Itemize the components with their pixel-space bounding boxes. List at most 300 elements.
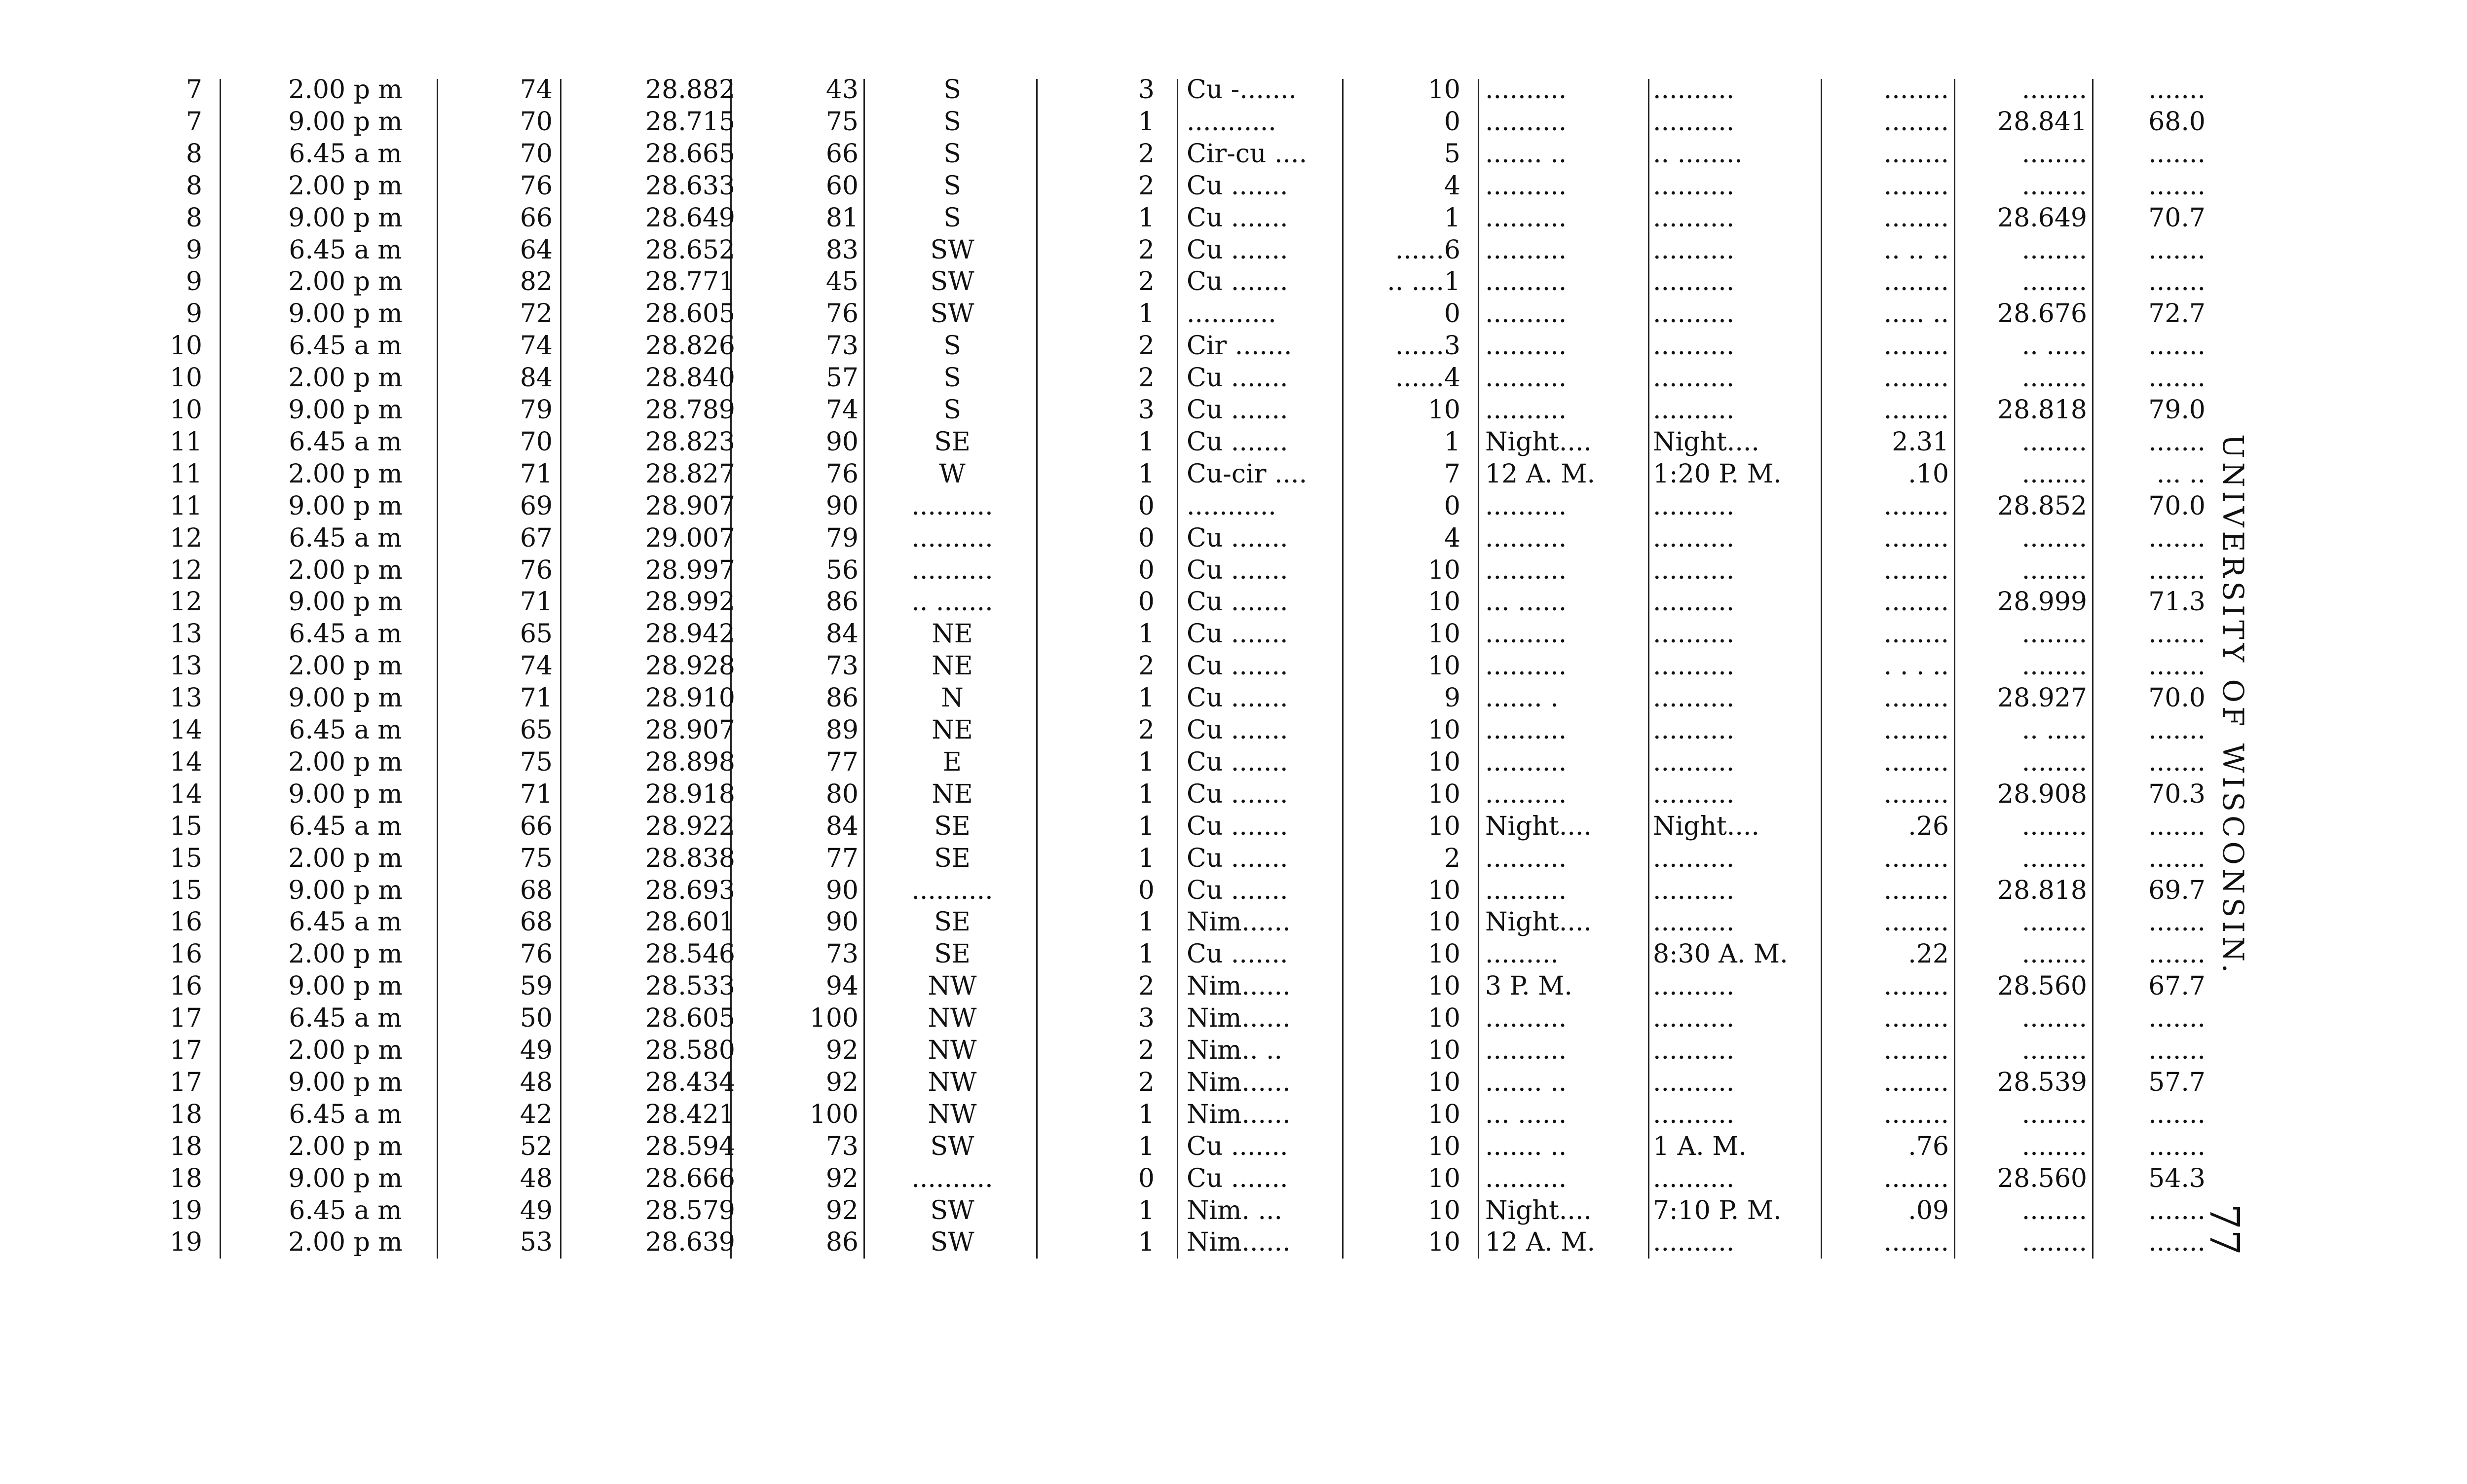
rain-ended-cell: .......... (1653, 1227, 1735, 1258)
daily-barometer-cell: .. ..... (2021, 331, 2087, 361)
time-cell: 2.00 p m (288, 747, 403, 777)
cloud-kind-cell: Cu ....... (1187, 683, 1288, 713)
cloud-kind-cell: Cu ....... (1187, 523, 1288, 553)
rain-amount-cell: . . . .. (1883, 651, 1949, 681)
rain-began-cell: ... ...... (1485, 587, 1567, 617)
time-cell: 9.00 p m (288, 203, 403, 233)
daily-barometer-cell: ........ (2021, 1099, 2087, 1129)
cloud-kind-cell: Cu-cir .... (1187, 459, 1308, 489)
day-cell: 16 (169, 971, 202, 1002)
rain-began-cell: .......... (1485, 619, 1567, 649)
barometer-cell: 28.910 (645, 683, 735, 713)
column-rule (2092, 79, 2093, 1259)
running-head: UNIVERSITY OF WISCONSIN. (2216, 434, 2250, 977)
rain-amount-cell: ........ (1883, 587, 1949, 617)
cloud-amount-cell: ......4 (1395, 363, 1460, 393)
rain-began-cell: .......... (1485, 715, 1567, 745)
cloud-amount-cell: 10 (1427, 75, 1460, 105)
humidity-cell: 60 (825, 171, 859, 201)
rain-amount-cell: ........ (1883, 1067, 1949, 1097)
barometer-cell: 28.533 (645, 971, 735, 1002)
column-rule (1478, 79, 1479, 1259)
daily-barometer-cell: 28.539 (1997, 1067, 2087, 1097)
rain-amount-cell: 2.31 (1892, 427, 1949, 457)
column-rule (560, 79, 561, 1259)
wind-direction-cell: SE (934, 939, 971, 969)
wind-direction-cell: S (943, 395, 961, 425)
time-cell: 9.00 p m (288, 875, 403, 905)
time-cell: 6.45 a m (289, 331, 402, 361)
daily-barometer-cell: ........ (2021, 651, 2087, 681)
humidity-cell: 45 (825, 267, 859, 297)
temperature-cell: 66 (520, 811, 553, 841)
daily-barometer-cell: ........ (2021, 555, 2087, 585)
rain-amount-cell: ........ (1883, 683, 1949, 713)
temperature-cell: 82 (520, 267, 553, 297)
humidity-cell: 84 (825, 619, 859, 649)
barometer-cell: 28.898 (645, 747, 735, 777)
rain-ended-cell: .......... (1653, 875, 1735, 905)
time-cell: 2.00 p m (288, 267, 403, 297)
daily-barometer-cell: ........ (2021, 939, 2087, 969)
cloud-kind-cell: Cu ....... (1187, 811, 1288, 841)
barometer-cell: 28.666 (645, 1163, 735, 1193)
day-cell: 10 (169, 331, 202, 361)
wind-direction-cell: NE (932, 779, 973, 809)
humidity-cell: 92 (825, 1036, 859, 1065)
wind-direction-cell: SW (930, 1195, 974, 1225)
cloud-kind-cell: Cu ....... (1187, 171, 1288, 201)
wind-force-cell: 0 (1138, 875, 1155, 905)
cloud-kind-cell: ........... (1187, 299, 1276, 329)
daily-temperature-cell: ....... (2148, 267, 2205, 297)
wind-force-cell: 1 (1138, 811, 1155, 841)
cloud-amount-cell: 10 (1427, 1227, 1460, 1258)
temperature-cell: 50 (520, 1003, 553, 1034)
time-cell: 9.00 p m (288, 779, 403, 809)
temperature-cell: 71 (520, 459, 553, 489)
cloud-amount-cell: 10 (1427, 1036, 1460, 1065)
cloud-amount-cell: 0 (1444, 107, 1460, 137)
temperature-cell: 74 (520, 651, 553, 681)
wind-direction-cell: SW (930, 267, 974, 297)
cloud-amount-cell: 5 (1444, 139, 1460, 169)
barometer-cell: 28.838 (645, 843, 735, 873)
daily-temperature-cell: ....... (2148, 331, 2205, 361)
rain-ended-cell: Night.... (1653, 427, 1759, 457)
cloud-kind-cell: Cu ....... (1187, 779, 1288, 809)
column-rule (863, 79, 865, 1259)
humidity-cell: 92 (825, 1195, 859, 1225)
rain-began-cell: .......... (1485, 843, 1567, 873)
rain-amount-cell: ........ (1883, 107, 1949, 137)
cloud-kind-cell: Cu ....... (1187, 395, 1288, 425)
wind-force-cell: 1 (1138, 779, 1155, 809)
cloud-amount-cell: ......6 (1395, 235, 1460, 265)
rain-amount-cell: ..... .. (1883, 299, 1949, 329)
wind-force-cell: 1 (1138, 427, 1155, 457)
rain-ended-cell: .......... (1653, 1163, 1735, 1193)
wind-force-cell: 1 (1138, 459, 1155, 489)
cloud-kind-cell: Cu ....... (1187, 1131, 1288, 1161)
rain-ended-cell: .......... (1653, 203, 1735, 233)
wind-direction-cell: .......... (911, 491, 993, 521)
barometer-cell: 29.007 (645, 523, 735, 553)
rain-ended-cell: .......... (1653, 555, 1735, 585)
rain-began-cell: 12 A. M. (1485, 459, 1596, 489)
cloud-amount-cell: 2 (1444, 843, 1460, 873)
rain-amount-cell: ........ (1883, 1163, 1949, 1193)
time-cell: 2.00 p m (288, 1227, 403, 1258)
barometer-cell: 28.771 (645, 267, 735, 297)
day-cell: 15 (169, 811, 202, 841)
humidity-cell: 73 (825, 1131, 859, 1161)
humidity-cell: 73 (825, 939, 859, 969)
rain-ended-cell: .......... (1653, 491, 1735, 521)
rain-began-cell: .......... (1485, 107, 1567, 137)
humidity-cell: 80 (825, 779, 859, 809)
day-cell: 8 (186, 139, 202, 169)
cloud-kind-cell: Cu ....... (1187, 555, 1288, 585)
cloud-amount-cell: 10 (1427, 779, 1460, 809)
rain-ended-cell: .......... (1653, 363, 1735, 393)
daily-barometer-cell: ........ (2021, 523, 2087, 553)
humidity-cell: 73 (825, 331, 859, 361)
cloud-kind-cell: Cir-cu .... (1187, 139, 1308, 169)
barometer-cell: 28.594 (645, 1131, 735, 1161)
wind-force-cell: 1 (1138, 1195, 1155, 1225)
temperature-cell: 59 (520, 971, 553, 1002)
daily-temperature-cell: ....... (2148, 555, 2205, 585)
wind-direction-cell: NE (932, 651, 973, 681)
cloud-kind-cell: Nim...... (1187, 1099, 1291, 1129)
humidity-cell: 86 (825, 1227, 859, 1258)
time-cell: 9.00 p m (288, 1163, 403, 1193)
time-cell: 6.45 a m (289, 427, 402, 457)
cloud-kind-cell: Cu ....... (1187, 619, 1288, 649)
cloud-kind-cell: Cu ....... (1187, 203, 1288, 233)
wind-force-cell: 3 (1138, 1003, 1155, 1034)
wind-direction-cell: N (941, 683, 964, 713)
cloud-amount-cell: 10 (1427, 747, 1460, 777)
barometer-cell: 28.649 (645, 203, 735, 233)
rain-began-cell: ....... .. (1485, 1131, 1567, 1161)
daily-temperature-cell: ....... (2148, 75, 2205, 105)
wind-direction-cell: W (939, 459, 966, 489)
barometer-cell: 28.840 (645, 363, 735, 393)
wind-force-cell: 1 (1138, 1131, 1155, 1161)
wind-force-cell: 1 (1138, 619, 1155, 649)
daily-temperature-cell: 70.0 (2148, 491, 2205, 521)
time-cell: 9.00 p m (288, 1067, 403, 1097)
temperature-cell: 72 (520, 299, 553, 329)
day-cell: 14 (169, 779, 202, 809)
wind-force-cell: 1 (1138, 203, 1155, 233)
humidity-cell: 76 (825, 459, 859, 489)
daily-barometer-cell: ........ (2021, 1131, 2087, 1161)
daily-barometer-cell: ........ (2021, 811, 2087, 841)
cloud-kind-cell: Nim. ... (1187, 1195, 1283, 1225)
humidity-cell: 90 (825, 875, 859, 905)
barometer-cell: 28.907 (645, 715, 735, 745)
humidity-cell: 100 (809, 1099, 859, 1129)
cloud-amount-cell: 10 (1427, 1195, 1460, 1225)
cloud-amount-cell: 10 (1427, 1163, 1460, 1193)
cloud-amount-cell: .. ....1 (1387, 267, 1460, 297)
humidity-cell: 86 (825, 587, 859, 617)
humidity-cell: 100 (809, 1003, 859, 1034)
wind-direction-cell: S (943, 203, 961, 233)
time-cell: 6.45 a m (289, 1099, 402, 1129)
daily-barometer-cell: 28.818 (1997, 395, 2087, 425)
column-rule (1648, 79, 1649, 1259)
temperature-cell: 70 (520, 427, 553, 457)
daily-temperature-cell: ....... (2148, 1003, 2205, 1034)
cloud-kind-cell: Cir ....... (1187, 331, 1292, 361)
cloud-kind-cell: Cu ....... (1187, 939, 1288, 969)
rain-ended-cell: .......... (1653, 523, 1735, 553)
column-rule (1954, 79, 1955, 1259)
wind-direction-cell: S (943, 363, 961, 393)
humidity-cell: 76 (825, 299, 859, 329)
day-cell: 11 (169, 459, 202, 489)
barometer-cell: 28.992 (645, 587, 735, 617)
temperature-cell: 65 (520, 715, 553, 745)
day-cell: 8 (186, 171, 202, 201)
cloud-kind-cell: Cu -....... (1187, 75, 1297, 105)
rain-ended-cell: .......... (1653, 1036, 1735, 1065)
rain-ended-cell: .......... (1653, 267, 1735, 297)
daily-barometer-cell: 28.560 (1997, 1163, 2087, 1193)
humidity-cell: 84 (825, 811, 859, 841)
cloud-amount-cell: 10 (1427, 1099, 1460, 1129)
wind-force-cell: 1 (1138, 299, 1155, 329)
rain-amount-cell: ........ (1883, 875, 1949, 905)
time-cell: 6.45 a m (289, 619, 402, 649)
rain-ended-cell: .......... (1653, 971, 1735, 1002)
temperature-cell: 74 (520, 331, 553, 361)
time-cell: 2.00 p m (288, 939, 403, 969)
daily-temperature-cell: ....... (2148, 1195, 2205, 1225)
daily-temperature-cell: ....... (2148, 427, 2205, 457)
daily-barometer-cell: ........ (2021, 427, 2087, 457)
rain-amount-cell: ........ (1883, 555, 1949, 585)
temperature-cell: 68 (520, 875, 553, 905)
day-cell: 8 (186, 203, 202, 233)
daily-barometer-cell: ........ (2021, 1036, 2087, 1065)
daily-barometer-cell: .. ..... (2021, 715, 2087, 745)
daily-temperature-cell: 69.7 (2148, 875, 2205, 905)
daily-temperature-cell: ....... (2148, 619, 2205, 649)
time-cell: 2.00 p m (288, 459, 403, 489)
wind-direction-cell: .......... (911, 555, 993, 585)
barometer-cell: 28.715 (645, 107, 735, 137)
humidity-cell: 77 (825, 843, 859, 873)
rain-amount-cell: ........ (1883, 1099, 1949, 1129)
wind-force-cell: 1 (1138, 907, 1155, 937)
rain-amount-cell: ........ (1883, 267, 1949, 297)
rain-began-cell: .......... (1485, 299, 1567, 329)
wind-force-cell: 2 (1138, 1067, 1155, 1097)
rain-ended-cell: Night.... (1653, 811, 1759, 841)
wind-force-cell: 1 (1138, 843, 1155, 873)
rain-began-cell: .......... (1485, 171, 1567, 201)
daily-temperature-cell: ....... (2148, 811, 2205, 841)
barometer-cell: 28.546 (645, 939, 735, 969)
wind-force-cell: 2 (1138, 363, 1155, 393)
rain-began-cell: .......... (1485, 363, 1567, 393)
daily-temperature-cell: ....... (2148, 747, 2205, 777)
wind-direction-cell: .......... (911, 523, 993, 553)
cloud-amount-cell: 9 (1444, 683, 1460, 713)
daily-barometer-cell: ........ (2021, 75, 2087, 105)
daily-temperature-cell: 57.7 (2148, 1067, 2205, 1097)
barometer-cell: 28.997 (645, 555, 735, 585)
cloud-amount-cell: 4 (1444, 171, 1460, 201)
wind-direction-cell: SE (934, 427, 971, 457)
day-cell: 15 (169, 875, 202, 905)
humidity-cell: 56 (825, 555, 859, 585)
rain-amount-cell: ........ (1883, 1036, 1949, 1065)
day-cell: 16 (169, 939, 202, 969)
time-cell: 6.45 a m (289, 715, 402, 745)
rain-began-cell: ....... .. (1485, 139, 1567, 169)
time-cell: 6.45 a m (289, 139, 402, 169)
barometer-cell: 28.789 (645, 395, 735, 425)
barometer-cell: 28.633 (645, 171, 735, 201)
day-cell: 14 (169, 715, 202, 745)
cloud-kind-cell: ........... (1187, 107, 1276, 137)
wind-direction-cell: SE (934, 843, 971, 873)
temperature-cell: 53 (520, 1227, 553, 1258)
rain-ended-cell: .......... (1653, 1099, 1735, 1129)
cloud-kind-cell: Cu ....... (1187, 1163, 1288, 1193)
rain-amount-cell: ........ (1883, 715, 1949, 745)
time-cell: 9.00 p m (288, 971, 403, 1002)
humidity-cell: 81 (825, 203, 859, 233)
day-cell: 13 (169, 683, 202, 713)
rain-amount-cell: .26 (1908, 811, 1949, 841)
day-cell: 11 (169, 427, 202, 457)
daily-barometer-cell: 28.818 (1997, 875, 2087, 905)
wind-force-cell: 2 (1138, 331, 1155, 361)
time-cell: 6.45 a m (289, 235, 402, 265)
rain-amount-cell: .09 (1908, 1195, 1949, 1225)
daily-barometer-cell: ........ (2021, 171, 2087, 201)
day-cell: 18 (169, 1099, 202, 1129)
day-cell: 15 (169, 843, 202, 873)
rain-began-cell: .......... (1485, 779, 1567, 809)
cloud-amount-cell: 1 (1444, 203, 1460, 233)
wind-direction-cell: NW (928, 971, 977, 1002)
rain-ended-cell: .......... (1653, 843, 1735, 873)
cloud-amount-cell: 10 (1427, 939, 1460, 969)
day-cell: 10 (169, 395, 202, 425)
daily-temperature-cell: ....... (2148, 235, 2205, 265)
cloud-kind-cell: Cu ....... (1187, 651, 1288, 681)
barometer-cell: 28.918 (645, 779, 735, 809)
rain-amount-cell: ........ (1883, 971, 1949, 1002)
barometer-cell: 28.907 (645, 491, 735, 521)
rain-ended-cell: .......... (1653, 75, 1735, 105)
daily-barometer-cell: 28.841 (1997, 107, 2087, 137)
temperature-cell: 71 (520, 779, 553, 809)
cloud-kind-cell: Cu ....... (1187, 587, 1288, 617)
temperature-cell: 76 (520, 939, 553, 969)
rain-ended-cell: .......... (1653, 907, 1735, 937)
rain-ended-cell: .......... (1653, 395, 1735, 425)
cloud-amount-cell: ......3 (1395, 331, 1460, 361)
cloud-kind-cell: Cu ....... (1187, 747, 1288, 777)
humidity-cell: 89 (825, 715, 859, 745)
temperature-cell: 68 (520, 907, 553, 937)
day-cell: 16 (169, 907, 202, 937)
wind-force-cell: 2 (1138, 715, 1155, 745)
rain-amount-cell: ........ (1883, 171, 1949, 201)
wind-force-cell: 1 (1138, 1099, 1155, 1129)
rain-ended-cell: .......... (1653, 1003, 1735, 1034)
wind-direction-cell: SE (934, 811, 971, 841)
rain-ended-cell: .......... (1653, 683, 1735, 713)
temperature-cell: 70 (520, 107, 553, 137)
daily-temperature-cell: 54.3 (2148, 1163, 2205, 1193)
wind-force-cell: 3 (1138, 395, 1155, 425)
humidity-cell: 66 (825, 139, 859, 169)
cloud-kind-cell: Cu ....... (1187, 267, 1288, 297)
daily-temperature-cell: ....... (2148, 1131, 2205, 1161)
rain-began-cell: .......... (1485, 491, 1567, 521)
cloud-amount-cell: 10 (1427, 619, 1460, 649)
day-cell: 7 (186, 107, 202, 137)
humidity-cell: 90 (825, 491, 859, 521)
time-cell: 2.00 p m (288, 843, 403, 873)
rain-began-cell: .......... (1485, 1003, 1567, 1034)
wind-force-cell: 2 (1138, 971, 1155, 1002)
rain-began-cell: .......... (1485, 235, 1567, 265)
rain-began-cell: ......... (1485, 939, 1559, 969)
rain-began-cell: Night.... (1485, 1195, 1592, 1225)
barometer-cell: 28.580 (645, 1036, 735, 1065)
rain-ended-cell: .......... (1653, 235, 1735, 265)
daily-barometer-cell: ........ (2021, 843, 2087, 873)
daily-barometer-cell: 28.560 (1997, 971, 2087, 1002)
time-cell: 2.00 p m (288, 363, 403, 393)
rain-began-cell: Night.... (1485, 427, 1592, 457)
day-cell: 17 (169, 1036, 202, 1065)
daily-temperature-cell: ....... (2148, 651, 2205, 681)
barometer-cell: 28.928 (645, 651, 735, 681)
daily-temperature-cell: ....... (2148, 139, 2205, 169)
rain-amount-cell: ........ (1883, 779, 1949, 809)
day-cell: 19 (169, 1227, 202, 1258)
rain-began-cell: .......... (1485, 1163, 1567, 1193)
wind-direction-cell: .......... (911, 1163, 993, 1193)
rain-began-cell: ... ...... (1485, 1099, 1567, 1129)
day-cell: 18 (169, 1131, 202, 1161)
day-cell: 19 (169, 1195, 202, 1225)
rain-ended-cell: .......... (1653, 715, 1735, 745)
rain-ended-cell: .......... (1653, 331, 1735, 361)
time-cell: 9.00 p m (288, 395, 403, 425)
column-rule (1177, 79, 1178, 1259)
rain-began-cell: .......... (1485, 875, 1567, 905)
time-cell: 2.00 p m (288, 651, 403, 681)
rain-amount-cell: ........ (1883, 747, 1949, 777)
day-cell: 13 (169, 651, 202, 681)
day-cell: 12 (169, 555, 202, 585)
rain-ended-cell: 1:20 P. M. (1653, 459, 1782, 489)
temperature-cell: 71 (520, 587, 553, 617)
